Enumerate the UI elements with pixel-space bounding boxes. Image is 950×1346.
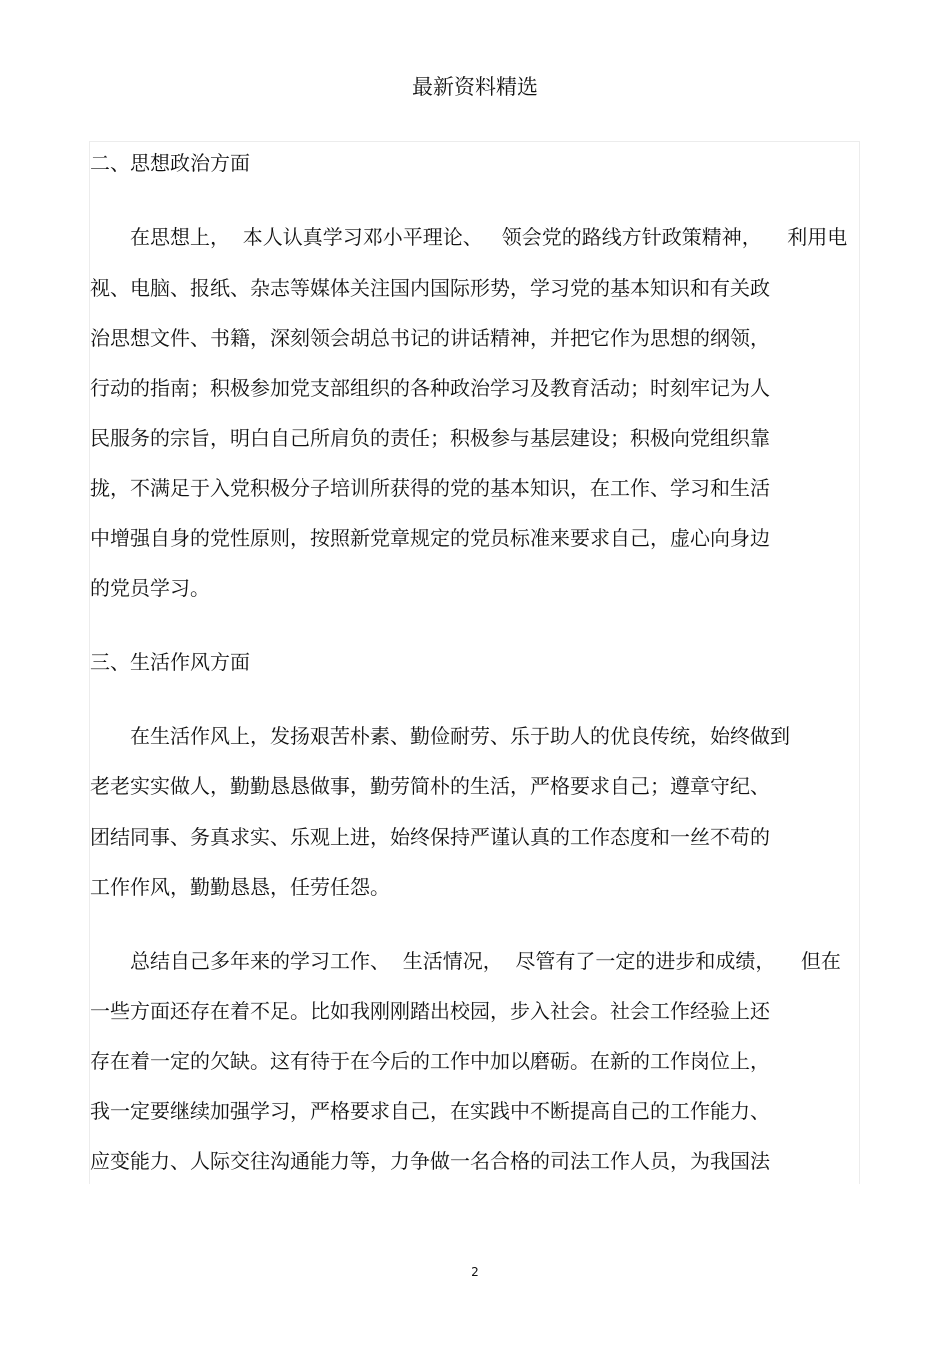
paragraph-line: 拢，不满足于入党积极分子培训所获得的党的基本知识，在工作、学习和生活 bbox=[90, 476, 770, 500]
paragraph-line: 存在着一定的欠缺。这有待于在今后的工作中加以磨砺。在新的工作岗位上， bbox=[90, 1049, 770, 1073]
paragraph-line: 视、电脑、报纸、杂志等媒体关注国内国际形势，学习党的基本知识和有关政 bbox=[90, 276, 770, 300]
paragraph-line: 治思想文件、书籍，深刻领会胡总书记的讲话精神，并把它作为思想的纲领， bbox=[90, 326, 770, 350]
paragraph-line: 我一定要继续加强学习，严格要求自己，在实践中不断提高自己的工作能力、 bbox=[90, 1099, 770, 1123]
paragraph-line: 老老实实做人，勤勤恳恳做事，勤劳简朴的生活，严格要求自己；遵章守纪、 bbox=[90, 774, 770, 798]
page-number: 2 bbox=[471, 1265, 479, 1279]
paragraph-line: 行动的指南；积极参加党支部组织的各种政治学习及教育活动；时刻牢记为人 bbox=[90, 376, 770, 400]
paragraph-line: 总结自己多年来的学习工作、 生活情况， 尽管有了一定的进步和成绩， 但在 bbox=[130, 949, 841, 973]
section-heading: 二、思想政治方面 bbox=[90, 151, 250, 175]
paragraph-line: 一些方面还存在着不足。比如我刚刚踏出校园，步入社会。社会工作经验上还 bbox=[90, 999, 770, 1023]
paragraph-line: 的党员学习。 bbox=[90, 576, 210, 600]
paragraph-line: 应变能力、人际交往沟通能力等，力争做一名合格的司法工作人员，为我国法 bbox=[90, 1149, 770, 1173]
paragraph-line: 在生活作风上，发扬艰苦朴素、勤俭耐劳、乐于助人的优良传统，始终做到 bbox=[130, 724, 790, 748]
paragraph-line: 团结同事、务真求实、乐观上进，始终保持严谨认真的工作态度和一丝不苟的 bbox=[90, 825, 770, 849]
paragraph-line: 在思想上， 本人认真学习邓小平理论、 领会党的路线方针政策精神， 利用电 bbox=[130, 225, 848, 249]
paragraph-line: 民服务的宗旨，明白自己所肩负的责任；积极参与基层建设；积极向党组织靠 bbox=[90, 426, 770, 450]
paragraph-line: 中增强自身的党性原则，按照新党章规定的党员标准来要求自己，虚心向身边 bbox=[90, 526, 770, 550]
paragraph-line: 工作作风，勤勤恳恳，任劳任怨。 bbox=[90, 875, 390, 899]
section-heading: 三、生活作风方面 bbox=[90, 650, 250, 674]
page-header: 最新资料精选 bbox=[412, 75, 538, 99]
